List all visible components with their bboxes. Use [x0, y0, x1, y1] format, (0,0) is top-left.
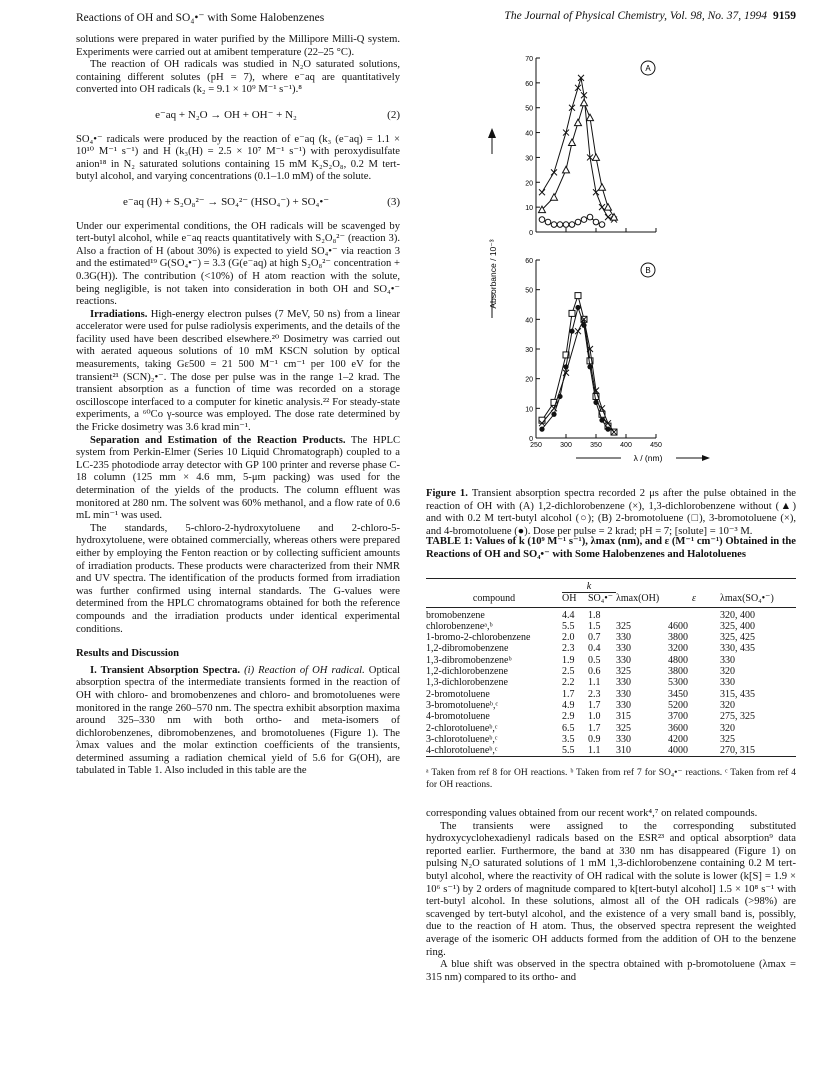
y-tick-label: 70	[525, 56, 533, 63]
table-cell: 1.7	[588, 699, 601, 711]
data-point-dot	[551, 412, 556, 417]
table-cell: 1.7	[588, 722, 601, 734]
equation-body: e⁻aq + N₂O → OH + OH⁻ + N₂	[155, 108, 297, 121]
y-tick-label: 60	[525, 258, 533, 265]
table-header-rule	[426, 607, 796, 608]
table-cell: 4.4	[562, 609, 575, 621]
table-row	[426, 700, 796, 711]
table-row	[426, 643, 796, 654]
data-point-circle	[581, 217, 587, 223]
table-cell: 4600	[668, 620, 688, 632]
table-cell: 1.8	[588, 609, 601, 621]
table-row	[426, 711, 796, 722]
data-point-triangle	[599, 184, 606, 191]
paragraph	[76, 435, 400, 523]
table-cell: 1.0	[588, 711, 601, 723]
data-point-circle	[569, 222, 575, 228]
x-tick-label: 250	[530, 442, 542, 449]
table-row	[426, 723, 796, 734]
table-cell: 2.9	[562, 711, 575, 723]
table-cell: 1,2-dibromobenzene	[426, 643, 509, 655]
table-cell: 0.6	[588, 666, 601, 678]
run-in-heading: I. Transient Absorption Spectra.	[90, 664, 241, 676]
panel-b-plot	[525, 258, 662, 449]
data-point-circle	[575, 219, 581, 225]
table-cell: 330	[616, 677, 631, 689]
running-header-right	[426, 10, 796, 26]
table-cell: 325, 425	[720, 632, 755, 644]
journal-citation: The Journal of Physical Chemistry, Vol. 98, No. 37, 1994	[504, 10, 767, 22]
table-cell: 0.5	[588, 654, 601, 666]
x-tick-label: 400	[620, 442, 632, 449]
paragraph-text: The HPLC system from Perkin-Elmer (Series 10 Liquid Chromatograph) coupled to a LC-235 photodiode array detector with GP 100 printer and reverse phase C-18 column (125 mm × 4.6 mm, 5-μm packing) was used for the determination of the yields of the products. The column effluent was monitored at 280 nm. The solvent was 60% methanol, and a flow rate of 0.6 mL min⁻¹ was used.	[76, 434, 401, 522]
table-cell: 325	[616, 620, 631, 632]
column-header: ε	[692, 593, 696, 605]
paragraph: SO₄•⁻ radicals were produced by the reaction of e⁻aq (k₃ (e⁻aq) = 1.1 × 10¹⁰ M⁻¹ s⁻¹) and H (k₃(H) = 2.5 × 10⁷ M⁻¹ s⁻¹) with peroxydisulfate anion¹⁸ in N₂ saturated solutions containing 15 mM K₂S₂O₈, 0.2 M tert-butyl alcohol, and varying concentrations (0.1–1.0 mM) of the solute.	[76, 133, 400, 183]
y-tick-label: 0	[529, 436, 533, 443]
data-point-triangle	[605, 204, 612, 211]
panel-badge-label: B	[645, 266, 651, 275]
data-point-triangle	[551, 194, 558, 201]
y-tick-label: 30	[525, 155, 533, 163]
table-cell: 3-bromotolueneᵇ,ᶜ	[426, 699, 499, 711]
data-point-dot	[539, 427, 544, 432]
data-point-triangle	[569, 139, 576, 146]
table-cell: 330	[616, 654, 631, 666]
table-cell: 330	[616, 632, 631, 644]
paragraph	[76, 309, 400, 435]
table-cell: 2.3	[562, 643, 575, 655]
y-tick-label: 10	[525, 205, 533, 213]
y-tick-label: 60	[525, 80, 533, 88]
data-point-triangle	[575, 119, 582, 126]
table-cell: 275, 325	[720, 711, 755, 723]
data-point-triangle	[593, 154, 600, 161]
table-cell: 3200	[668, 643, 688, 655]
table-row	[426, 632, 796, 643]
table-cell: 310	[616, 745, 631, 757]
x-axis-label: λ / (nm)	[633, 453, 663, 463]
data-point-dot	[605, 427, 610, 432]
table-cell: 5300	[668, 677, 688, 689]
table-cell: 330	[616, 643, 631, 655]
y-axis-label: Absorbance / 10⁻³	[488, 239, 498, 309]
table-cell: 1-bromo-2-chlorobenzene	[426, 632, 531, 644]
left-column	[76, 34, 400, 778]
table-row	[426, 621, 796, 632]
paragraph	[76, 665, 400, 778]
data-point-dot	[587, 364, 592, 369]
table-cell: 1.9	[562, 654, 575, 666]
data-point-dot	[575, 305, 580, 310]
table-cell: 3800	[668, 632, 688, 644]
data-point-square	[575, 293, 581, 299]
table-footnote: ᵃ Taken from ref 8 for OH reactions. ᵇ Taken from ref 7 for SO₄•⁻ reactions. ᶜ Taken from ref 4 for OH reactions.	[426, 768, 796, 790]
table-cell: 0.7	[588, 632, 601, 644]
column-header: λmax(SO₄•⁻)	[720, 593, 774, 605]
table-cell: 320	[720, 699, 735, 711]
paragraph: The transients were assigned to the corresponding substituted hydroxycyclohexadienyl radicals based on the ESR²³ and optical absorption⁹ data reported earlier. Furthermore, the band at 330 nm has disappeared (Figure 1) on pulsing N₂O saturated solutions of 1 mM 1,3-dichlorobenzene containing 0.2 M tert-butyl alcohol, where the reactivity of OH radical with the solute is lower (k[S] = 1.9 × 10⁶ s⁻¹) by 2 orders of magnitude compared to k[tert-butyl alcohol] 1.5 × 10⁸ s⁻¹ with tert-butyl alcohol. In these solutions, almost all of the OH radicals (>98%) are scavenged by tert-butyl alcohol, and the existence of a very small band is, possibly, due to the reaction of H atom. Thus, the observed spectra represent the weighted average of the isomeric OH adducts formed from the addition of OH to the benzene ring.	[426, 820, 796, 958]
equation-number: (3)	[387, 195, 400, 208]
table-cell: 1.7	[562, 688, 575, 700]
table-cell: 4000	[668, 745, 688, 757]
paragraph: The standards, 5-chloro-2-hydroxytoluene and 2-chloro-5-hydroxytoluene, were obtained commercially, whereas others were prepared either by employing the Fenton reaction or by collecting sufficient amounts of irradiation products. These products were characterized from their NMR and UV spectra. The identification of the products formed from irradiation was further confirmed using internal standards. The G-values were determined from the HPLC chromatograms obtained for both the reference compounds and the irradiation products under identical experimental conditions.	[76, 522, 400, 635]
table-cell: 320, 400	[720, 609, 755, 621]
table-cell: 0.4	[588, 643, 601, 655]
right-column-text	[426, 808, 796, 984]
table-cell: 330	[616, 699, 631, 711]
table-cell: 5.5	[562, 745, 575, 757]
data-point-triangle	[563, 166, 570, 173]
data-point-triangle	[581, 99, 588, 106]
table-cell: 1,3-dibromobenzeneᵇ	[426, 654, 512, 666]
table-cell: 1.1	[588, 677, 601, 689]
y-tick-label: 50	[525, 105, 533, 113]
table-cell: 1,3-dichlorobenzene	[426, 677, 508, 689]
table-title: TABLE 1: Values of k (10⁹ M⁻¹ s⁻¹), λmax (nm), and ε (M⁻¹ cm⁻¹) Obtained in the Reactions of OH and SO₄•⁻ with Some Halobenzenes and Halotoluenes	[426, 536, 796, 560]
column-header: λmax(OH)	[616, 593, 660, 605]
run-in-heading: Separation and Estimation of the Reaction Products.	[90, 434, 346, 446]
table-cell: 315, 435	[720, 688, 755, 700]
section-heading: Results and Discussion	[76, 648, 180, 660]
y-tick-label: 40	[525, 317, 533, 325]
table-cell: 1.1	[588, 745, 601, 757]
table-cell: 2.0	[562, 632, 575, 644]
table-cell: bromobenzene	[426, 609, 485, 621]
data-point-circle	[539, 217, 545, 223]
equation-3	[76, 196, 400, 209]
data-point-circle	[557, 222, 563, 228]
table-cell: 330	[616, 733, 631, 745]
table-cell: 4-chlorotolueneᵇ,ᶜ	[426, 745, 498, 757]
table-cell	[616, 610, 668, 621]
table-cell: 3700	[668, 711, 688, 723]
data-point-circle	[587, 214, 593, 220]
table-row	[426, 734, 796, 745]
paragraph: The reaction of OH radicals was studied in N₂O saturated solutions, containing different solutes (pH = 7), where e⁻aq are quantitatively converted into OH radicals (k₂ = 9.1 × 10⁹ M⁻¹ s⁻¹).⁸	[76, 59, 400, 96]
table-cell: 3800	[668, 666, 688, 678]
y-tick-label: 20	[525, 376, 533, 384]
x-axis-caption	[576, 453, 710, 463]
table-cell: 4200	[668, 733, 688, 745]
table-1	[426, 578, 796, 757]
caption-label: Figure 1.	[426, 488, 468, 499]
y-tick-label: 50	[525, 287, 533, 295]
table-row	[426, 655, 796, 666]
table-cell: 325, 400	[720, 620, 755, 632]
equation-number: (2)	[387, 108, 400, 121]
table-top-rule	[426, 578, 796, 579]
table-cell: 270, 315	[720, 745, 755, 757]
data-point-triangle	[587, 114, 594, 121]
figure-1	[426, 34, 796, 480]
data-point-circle	[593, 219, 599, 225]
data-point-circle	[551, 222, 557, 228]
paragraph-text: High-energy electron pulses (7 MeV, 50 ns) from a linear accelerator were used for pulse radiolysis experiments, and the details of the facility used have been described elsewhere.²⁰ Dosimetry was carried out with aerated aqueous solutions of 10 mM KSCN solution by optical measurements, taking Gε500 = 21 500 M⁻¹ cm⁻¹ per 100 eV for the transient²¹ (SCN)₂•⁻. The dose per pulse was in the range 1–2 krad. The transient absorption as a function of time was recorded on a storage oscilloscope interfaced to a computer for kinetic analysis.²² For steady-state experiments, a ⁶⁰Co γ-source was employed. The dose rate determined by the Fricke dosimetry was 3.6 krad min⁻¹.	[76, 308, 400, 434]
column-header: OH	[562, 593, 577, 605]
equation-body: e⁻aq (H) + S₂O₈²⁻ → SO₄²⁻ (HSO₄⁻) + SO₄•⁻	[122, 195, 330, 208]
data-point-dot	[593, 400, 598, 405]
table-cell: 325	[616, 722, 631, 734]
x-tick-label: 300	[560, 442, 572, 449]
run-in-heading: Irradiations.	[90, 308, 148, 320]
table-cell: 315	[616, 711, 631, 723]
table-cell: 2-chlorotolueneᵇ,ᶜ	[426, 722, 498, 734]
data-point-circle	[545, 219, 551, 225]
table-body	[426, 610, 796, 757]
sub-heading: (i) Reaction of OH radical.	[240, 664, 365, 676]
table-cell: 320	[720, 666, 735, 678]
y-tick-label: 10	[525, 406, 533, 414]
x-tick-label: 350	[590, 442, 602, 449]
table-bottom-rule	[426, 756, 796, 757]
table-cell: 325	[720, 733, 735, 745]
y-tick-label: 0	[529, 230, 533, 237]
table-k-header-row	[426, 581, 796, 593]
table-cell: 2.5	[562, 666, 575, 678]
table-cell: 330	[720, 677, 735, 689]
table-cell: 2-bromotoluene	[426, 688, 490, 700]
data-point-dot	[563, 364, 568, 369]
paragraph: corresponding values obtained from our recent work⁴,⁷ on related compounds.	[426, 808, 758, 819]
panel-a-plot	[525, 56, 656, 237]
table-header-row	[426, 593, 796, 604]
table-cell: 3-chlorotolueneᵇ,ᶜ	[426, 733, 498, 745]
data-point-circle	[599, 222, 605, 228]
page-number: 9159	[773, 10, 796, 22]
caption-text: Transient absorption spectra recorded 2 μs after the pulse obtained in the reaction of OH with (A) 1,2-dichlorobenzene (×), 1,3-dichlorobenzene without (▲) and with 0.2 M tert-butyl alcohol (○); (B) 2-bromotoluene (□), 3-bromotoluene (×), and 4-bromotoluene (●). Dose per pulse = 2 krad; pH = 7; [solute] = 10⁻³ M.	[426, 488, 796, 537]
table-cell: 330, 435	[720, 643, 755, 655]
data-point-dot	[599, 418, 604, 423]
table-cell: chlorobenzeneᵃ,ᵇ	[426, 620, 493, 632]
paragraph: solutions were prepared in water purified by the Millipore Milli-Q system. Experiments were carried out at amibent temperature (22–25 °C).	[76, 34, 400, 58]
table-cell: 0.9	[588, 733, 601, 745]
data-point-dot	[581, 323, 586, 328]
equation-2	[76, 109, 400, 122]
table-cell: 320	[720, 722, 735, 734]
table-row	[426, 689, 796, 700]
table-cell: 325	[616, 666, 631, 678]
table-cell: 3450	[668, 688, 688, 700]
table-cell: 4-bromotoluene	[426, 711, 490, 723]
y-tick-label: 30	[525, 347, 533, 354]
table-cell: 5200	[668, 699, 688, 711]
table-cell: 4.9	[562, 699, 575, 711]
table-cell	[668, 610, 720, 621]
table-cell: 5.5	[562, 620, 575, 632]
column-header: compound	[472, 593, 516, 605]
column-header: SO₄•⁻	[588, 593, 614, 605]
y-tick-label: 40	[525, 130, 533, 138]
table-row	[426, 677, 796, 688]
paragraph-text: Optical absorption spectra of the intermediate transients formed in the reaction of OH with chloro- and bromobenzenes and chloro- and bromotoluenes were monitored in the range 260–570 nm. The spectra exhibit absorption maxima around 325–330 nm with both ortho- and meta-isomers of dichlorobenzenes, dibromobenzenes, and bromotoluenes (Figure 1). The λmax values and the molar extinction coefficients of the transients, determined assuming a radiation chemical yield of 5.6 for G(OH), are tabulated in Table 1. Also included in this table are the	[76, 664, 400, 777]
running-header-left: Reactions of OH and SO₄•⁻ with Some Halobenzenes	[76, 12, 325, 24]
table-row	[426, 745, 796, 756]
data-point-square	[569, 310, 575, 316]
table-cell: 3600	[668, 722, 688, 734]
figure-caption	[426, 488, 796, 538]
table-cell: 330	[616, 688, 631, 700]
paragraph: A blue shift was observed in the spectra obtained with p-bromotoluene (λmax = 315 nm) compared to its ortho- and	[426, 959, 796, 983]
table-cell: 4800	[668, 654, 688, 666]
table-row	[426, 666, 796, 677]
paragraph: Under our experimental conditions, the OH radicals will be scavenged by tert-butyl alcohol, while e⁻aq reacts quantitatively with S₂O₈²⁻ (reaction 3). Also a fraction of H (about 30%) is expected to yield SO₄•⁻ via reaction 3 and the estimated¹⁹ G(SO₄•⁻) = 3.3 (G(e⁻aq) at high S₂O₈²⁻ concentration + 0.3G(H)). The contribution (<10%) of H atom reaction with the solute, being negligible, is not taken into consideration in both OH and SO₄•⁻ reactions.	[76, 220, 400, 308]
table-cell: 1,2-dichlorobenzene	[426, 666, 508, 678]
table-cell: 6.5	[562, 722, 575, 734]
table-row	[426, 610, 796, 621]
table-cell: 2.3	[588, 688, 601, 700]
k-group-header: k	[562, 581, 616, 593]
table-cell: 1.5	[588, 620, 601, 632]
data-point-dot	[557, 394, 562, 399]
table-cell: 3.5	[562, 733, 575, 745]
x-tick-label: 450	[650, 442, 662, 449]
panel-badge-label: A	[645, 64, 651, 73]
data-point-circle	[563, 222, 569, 228]
table-cell: 330	[720, 654, 735, 666]
data-point-dot	[569, 329, 574, 334]
table-cell: 2.2	[562, 677, 575, 689]
y-tick-label: 20	[525, 180, 533, 188]
